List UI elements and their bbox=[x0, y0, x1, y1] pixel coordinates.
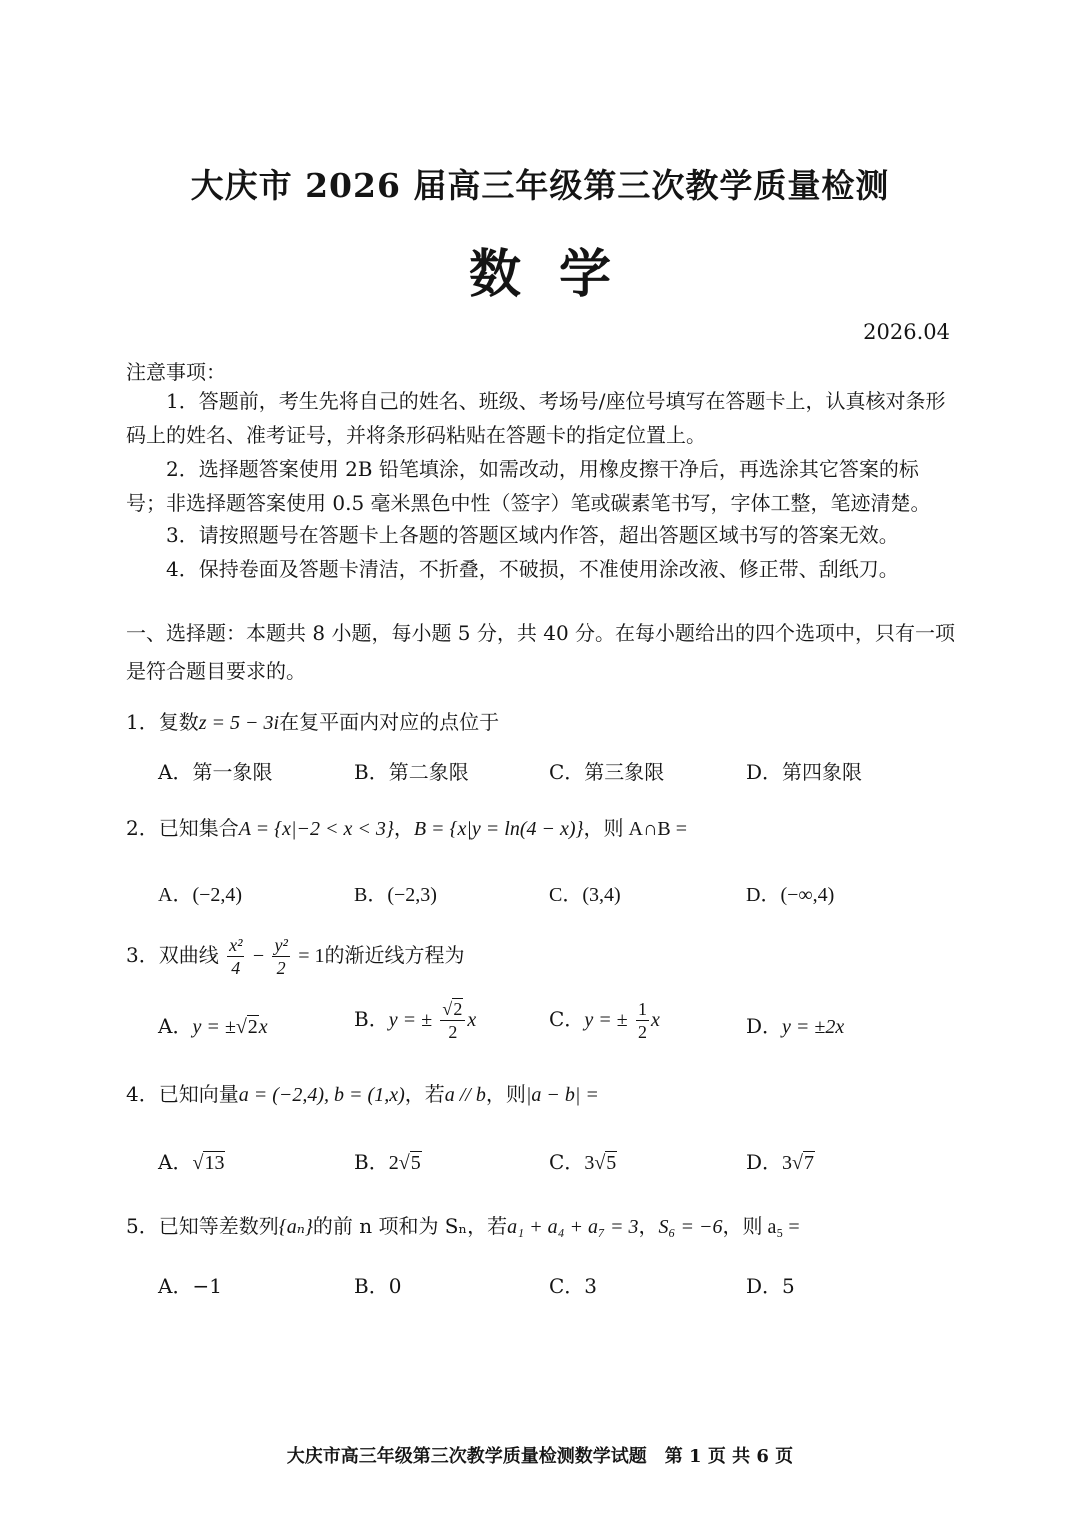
notice-item-3: 3．请按照题号在答题卡上各题的答题区域内作答，超出答题区域书写的答案无效。 bbox=[166, 523, 899, 547]
section-heading: 一、选择题：本题共 8 小题，每小题 5 分，共 40 分。在每小题给出的四个选项中，只有一项是符合题目要求的。 bbox=[126, 621, 956, 683]
fraction-y2-over-2: $\frac{\text{y²}}{2}$ bbox=[274, 935, 288, 978]
fraction-1-over-2: $\frac{1}{2}$ bbox=[638, 999, 648, 1042]
question-1-option-d[interactable]: D．第四象限 bbox=[746, 760, 863, 784]
question-5-option-d[interactable]: D．5 bbox=[746, 1274, 795, 1298]
question-3-stem: 3．双曲线 $\frac{\text{x²}}{4}$ − $\frac{\text{y²}}{2}$ = 1的渐近线方程为 bbox=[126, 935, 465, 978]
question-3-option-a[interactable]: A．y = ±√2x bbox=[158, 1014, 268, 1038]
question-5-stem: 5．已知等差数列{aₙ}的前 n 项和为 Sₙ，若a₁ + a₄ + a₇ = 3，S₆ = −6，则 a₅ = bbox=[126, 1214, 800, 1238]
question-3-option-b[interactable]: B．y = ± $\frac{√2}{2}$ x bbox=[354, 999, 477, 1042]
question-2-stem: 2．已知集合A = {x|−2 < x < 3}，B = {x|y = ln(4 − x)}，则 A∩B = bbox=[126, 816, 688, 840]
question-3-option-c[interactable]: C．y = ± $\frac{1}{2}$ x bbox=[549, 999, 660, 1042]
exam-title: 大庆市 2026 届高三年级第三次教学质量检测 bbox=[190, 166, 890, 205]
question-4-option-c[interactable]: C．3√5 bbox=[549, 1150, 617, 1174]
question-5-option-a[interactable]: A．−1 bbox=[158, 1274, 222, 1298]
subject-title: 数学 bbox=[468, 244, 649, 305]
page-footer: 大庆市高三年级第三次教学质量检测数学试题 第 1 页 共 6 页 bbox=[286, 1446, 794, 1467]
notice-item-2: 2．选择题答案使用 2B 铅笔填涂，如需改动，用橡皮擦干净后，再选涂其它答案的标号；非选择题答案使用 0.5 毫米黑色中性（签字）笔或碳素笔书写，字体工整，笔迹清楚。 bbox=[126, 457, 931, 515]
exam-date: 2026.04 bbox=[863, 320, 950, 344]
question-1-stem: 1．复数z = 5 − 3i在复平面内对应的点位于 bbox=[126, 710, 500, 734]
question-2-option-c[interactable]: C．(3,4) bbox=[549, 884, 621, 906]
fraction-x2-over-4: $\frac{\text{x²}}{4}$ bbox=[229, 935, 243, 978]
notice-item-1: 1．答题前，考生先将自己的姓名、班级、考场号/座位号填写在答题卡上，认真核对条形码上的姓名、准考证号，并将条形码粘贴在答题卡的指定位置上。 bbox=[126, 389, 946, 447]
question-1-option-c[interactable]: C．第三象限 bbox=[549, 760, 665, 784]
question-2-option-a[interactable]: A．(−2,4) bbox=[158, 884, 243, 906]
question-2-option-b[interactable]: B．(−2,3) bbox=[354, 884, 437, 906]
question-1-option-b[interactable]: B．第二象限 bbox=[354, 760, 469, 784]
question-5-option-c[interactable]: C．3 bbox=[549, 1274, 598, 1298]
question-4-stem: 4．已知向量a = (−2,4), b = (1,x)，若a // b，则|a − b| = bbox=[126, 1082, 599, 1106]
question-4-option-d[interactable]: D．3√7 bbox=[746, 1150, 815, 1174]
question-4-option-b[interactable]: B．2√5 bbox=[354, 1150, 421, 1174]
question-3-option-d[interactable]: D．y = ±2x bbox=[746, 1014, 845, 1038]
question-1-option-a[interactable]: A．第一象限 bbox=[158, 760, 273, 784]
question-5-option-b[interactable]: B．0 bbox=[354, 1274, 402, 1298]
question-2-option-d[interactable]: D．(−∞,4) bbox=[746, 884, 835, 906]
fraction-sqrt2-over-2: $\frac{√2}{2}$ bbox=[440, 998, 465, 1043]
question-4-option-a[interactable]: A．√13 bbox=[158, 1150, 225, 1174]
notice-item-4: 4．保持卷面及答题卡清洁，不折叠，不破损，不准使用涂改液、修正带、刮纸刀。 bbox=[166, 557, 899, 581]
notice-heading: 注意事项： bbox=[126, 360, 226, 384]
